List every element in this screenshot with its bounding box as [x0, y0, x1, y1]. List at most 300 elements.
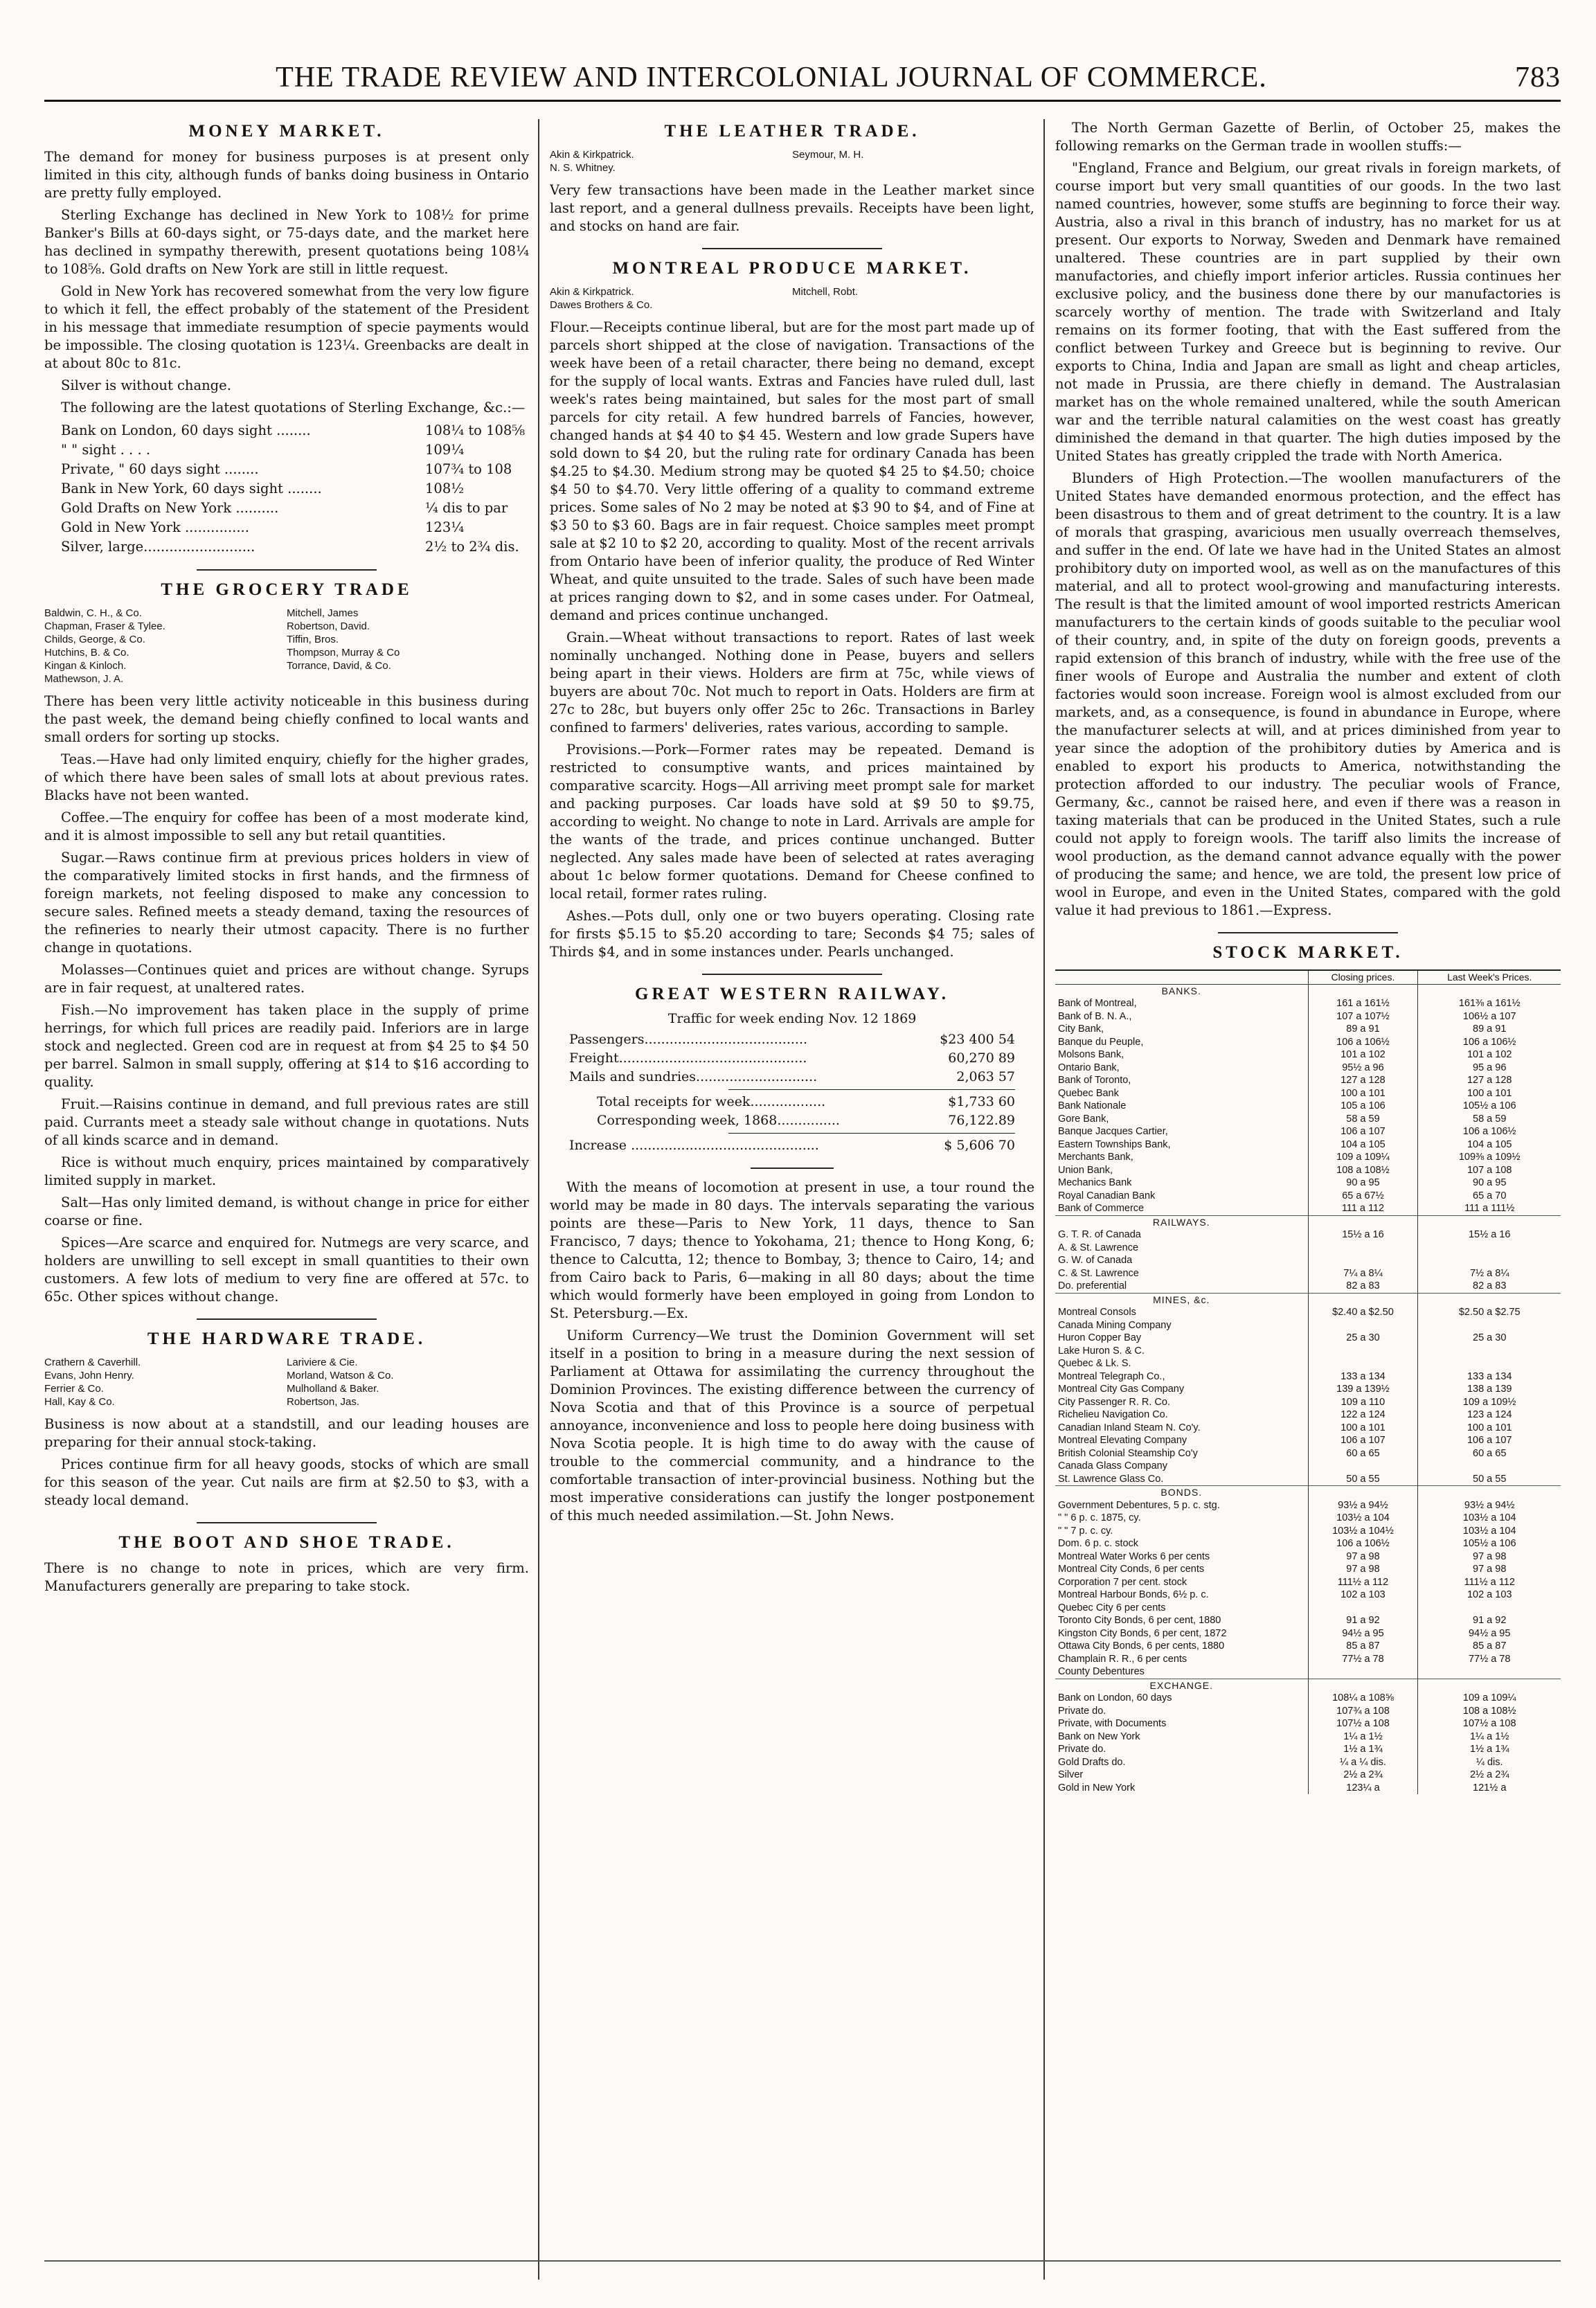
- stock-price: 123 a 124: [1467, 1409, 1512, 1420]
- stock-row: [1055, 1705, 1561, 1718]
- paragraph: Coffee.—The enquiry for coffee has been of a most moderate kind, and it is almost impossible to sell any but retail quantities.: [44, 809, 529, 843]
- stock-price: 106 a 107: [1308, 1125, 1418, 1138]
- stock-name: Silver: [1055, 1769, 1308, 1782]
- stock-row: [1055, 1614, 1561, 1627]
- stock-name: Bank on London, 60 days: [1055, 1692, 1308, 1705]
- stock-category-label: EXCHANGE.: [1055, 1679, 1308, 1692]
- stock-price: 15½ a 16: [1308, 1228, 1418, 1242]
- firm-name: [792, 298, 1034, 312]
- paragraph: The following are the latest quotations of Sterling Exchange, &c.:—: [61, 400, 526, 415]
- stock-price: 111 a 111½: [1464, 1203, 1515, 1214]
- stock-price: 109⅜ a 109½: [1458, 1152, 1521, 1163]
- stock-price: 133 a 134: [1467, 1370, 1512, 1382]
- paragraph: Prices continue firm for all heavy goods, stocks of which are small for this season of the year. Cut nails are firm at $2.50 to $3, with a steady local demand.: [44, 1456, 529, 1508]
- stock-price: 94½ a 95: [1468, 1627, 1511, 1639]
- stock-price: 107¾ a 108: [1308, 1705, 1418, 1718]
- column-1: [44, 119, 529, 2280]
- firm-name: Akin & Kirkpatrick.: [550, 286, 634, 298]
- stock-row: [1055, 1062, 1561, 1075]
- stock-price: 109 a 110: [1308, 1396, 1418, 1409]
- stock-price: [1418, 1357, 1561, 1370]
- quotation-row: " " sight . . . . 109¼: [61, 442, 465, 458]
- paragraph: Blunders of High Protection.—The woollen manufacturers of the United States have demanded enormous protection, and the effect has been disastrous to them and of great detriment to the country. It is a law of morals that grasping, avaricious men usually overreach themselves, and suffer in the end. Of late we have had in the United States an almost prohibitory duty on imported wool, as well as on the manufactures of this material, and all to protect wool-growing and manufacturing interests. The result is that the limited amount of wool imported restricts American manufacturers to the certain kinds of goods suitable to the peculiar wool of their country, and, in spite of the duty on foreign goods, prevents a rapid extension of this branch of industry, while with the free use of the finer wools of Europe and Australia the number and extent of cloth factories would soon increase. Foreign wool is almost excluded from our markets, and, as a consequence, is found in abundance in Europe, where the manufacturer selects at will, and at prices diminished from year to year since the adoption of the prohibitory duties by America and is enabled to export his products to America, notwithstanding the protection afforded to our industry. The peculiar wools of France, Germany, &c., cannot be raised here, and even if there was a reason in taxing materials that can be produced in the United States, such a rule could not apply to foreign wools. The tariff also limits the increase of wool production, as the demand cannot advance equally with the power of producing the same; and hence, we are told, the present low price of wool in Europe, and even in the United States, compared with the gold value it had previous to 1861.—Express.: [1055, 470, 1561, 918]
- stock-name: Montreal City Gas Company: [1055, 1383, 1308, 1396]
- stock-price: 111½ a 112: [1308, 1576, 1418, 1589]
- stock-price: 50 a 55: [1308, 1473, 1418, 1486]
- stock-price: [1308, 1460, 1418, 1473]
- stock-name: Government Debentures, 5 p. c. stg.: [1055, 1499, 1308, 1512]
- stock-row: [1055, 1177, 1561, 1190]
- stock-row: [1055, 1113, 1561, 1126]
- stock-price: [1308, 1665, 1418, 1679]
- stock-category-label: BONDS.: [1055, 1486, 1308, 1499]
- firm-name: Mulholland & Baker.: [287, 1383, 379, 1395]
- firm-name: [287, 672, 529, 686]
- traffic-row: Freight............................................. 60,270 89: [569, 1050, 1015, 1066]
- stock-row: [1055, 1782, 1561, 1795]
- stock-price: [1418, 1602, 1561, 1615]
- stock-price: 65 a 70: [1473, 1190, 1507, 1201]
- stock-price: 105½ a 106: [1462, 1538, 1516, 1549]
- stock-row: [1055, 1396, 1561, 1409]
- section-rule: [702, 248, 882, 249]
- stock-name: St. Lawrence Glass Co.: [1055, 1473, 1308, 1486]
- stock-row: [1055, 1743, 1561, 1756]
- traffic-total: Corresponding week, 1868............... 76,122.89: [597, 1113, 1015, 1128]
- stock-price: 90 a 95: [1308, 1177, 1418, 1190]
- stock-category-label: BANKS.: [1055, 984, 1308, 997]
- firm-name: Baldwin, C. H., & Co.: [44, 607, 142, 619]
- quotation-row: Silver, large.......................... 2½ to 2¾ dis.: [61, 539, 519, 555]
- stock-row: [1055, 1345, 1561, 1358]
- stock-name: Gold in New York: [1055, 1782, 1308, 1795]
- stock-price: 103½ a 104: [1462, 1525, 1516, 1537]
- stock-price: 90 a 95: [1473, 1177, 1507, 1188]
- stock-price: 106 a 106½: [1462, 1126, 1516, 1137]
- stock-price: 108¼ a 108⅝: [1308, 1692, 1418, 1705]
- stock-price: 95 a 96: [1473, 1062, 1507, 1073]
- paragraph: Sterling Exchange has declined in New York to 108½ for prime Banker's Bills at 60-days sight, or 75-days date, and the market here has declined in sympathy therewith, present quotations being 108¼ to 108⅝. Gold drafts on New York are still in little request.: [44, 207, 529, 277]
- stock-price: $2.50 a $2.75: [1458, 1307, 1521, 1318]
- stock-price: 133 a 134: [1308, 1370, 1418, 1384]
- stock-row: [1055, 1576, 1561, 1589]
- money-market-body: [44, 148, 529, 417]
- stock-name: Molsons Bank,: [1055, 1048, 1308, 1062]
- column-rule: [538, 119, 539, 2280]
- quotation-row: Bank in New York, 60 days sight ........ 108½: [61, 481, 465, 497]
- stock-row: [1055, 1074, 1561, 1087]
- stock-row: [1055, 1460, 1561, 1473]
- paragraph: Rice is without much enquiry, prices maintained by comparatively limited supply in market.: [44, 1154, 529, 1188]
- quotation-row: Gold in New York ............... 123¼: [61, 519, 465, 535]
- stock-col-header: Last Week's Prices.: [1418, 970, 1561, 984]
- stock-price: [1308, 1602, 1418, 1615]
- stock-price: 85 a 87: [1308, 1640, 1418, 1653]
- column-3: [1055, 119, 1561, 2280]
- firm-name: Morland, Watson & Co.: [287, 1370, 394, 1381]
- firm-name: Childs, George, & Co.: [44, 634, 145, 645]
- stock-name: Do. preferential: [1055, 1280, 1308, 1293]
- section-rule: [197, 1522, 377, 1523]
- stock-price: 107½ a 108: [1462, 1718, 1516, 1729]
- stock-name: Corporation 7 per cent. stock: [1055, 1576, 1308, 1589]
- great-western-title: GREAT WESTERN RAILWAY.: [635, 985, 949, 1003]
- stock-price: 77½ a 78: [1308, 1653, 1418, 1666]
- stock-price: 97 a 98: [1308, 1563, 1418, 1576]
- firm-name: Thompson, Murray & Co: [287, 647, 400, 659]
- stock-category: [1055, 1215, 1561, 1228]
- stock-price: $2.40 a $2.50: [1308, 1306, 1418, 1319]
- stock-price: [1308, 1242, 1418, 1255]
- stock-name: Gold Drafts do.: [1055, 1756, 1308, 1769]
- stock-name: Canadian Inland Steam N. Co'y.: [1055, 1422, 1308, 1435]
- stock-row: [1055, 1665, 1561, 1679]
- stock-price: 60 a 65: [1308, 1447, 1418, 1460]
- stock-price: 102 a 103: [1308, 1589, 1418, 1602]
- paragraph: Grain.—Wheat without transactions to report. Rates of last week nominally unchanged. Nothing done in Pease, buyers and sellers being apart in their views. Holders are firm at 75c, while views of buyers are about 70c. Not much to report in Oats. Holders are firm at 27c to 28c, but buyers only offer 25c to 26c. Transactions in Barley confined to farmers' deliveries, rates various, according to sample.: [550, 629, 1034, 735]
- paragraph: There has been very little activity noticeable in this business during the past week, the demand being chiefly confined to local wants and small orders for sorting up stocks.: [44, 693, 529, 745]
- paragraph: Gold in New York has recovered somewhat from the very low figure to which it fell, the effect probably of the statement of the President in his message that immediate resumption of specie payments would be impossible. The closing quotation is 123¼. Greenbacks are dealt in at about 80c to 81c.: [44, 283, 529, 371]
- stock-price: 97 a 98: [1473, 1550, 1507, 1562]
- stock-category: [1055, 1293, 1561, 1306]
- stock-name: Union Bank,: [1055, 1164, 1308, 1177]
- stock-name: Merchants Bank,: [1055, 1151, 1308, 1164]
- stock-price: 82 a 83: [1308, 1280, 1418, 1293]
- traffic-subtitle: Traffic for week ending Nov. 12 1869: [667, 1011, 917, 1026]
- firm-name: Robertson, David.: [287, 620, 370, 632]
- column-2: [550, 119, 1034, 2280]
- stock-name: Montreal Harbour Bonds, 6½ p. c.: [1055, 1589, 1308, 1602]
- firm-name: [792, 161, 1034, 175]
- stock-name: Bank on New York: [1055, 1730, 1308, 1744]
- stock-price: 1½ a 1¾: [1308, 1743, 1418, 1756]
- stock-price: 127 a 128: [1467, 1075, 1512, 1086]
- stock-price: [1418, 1254, 1561, 1267]
- stock-row: [1055, 1164, 1561, 1177]
- stock-row: [1055, 1370, 1561, 1384]
- stock-name: Toronto City Bonds, 6 per cent, 1880: [1055, 1614, 1308, 1627]
- stock-row: [1055, 1319, 1561, 1332]
- traffic-total: Total receipts for week.................. $1,733 60: [597, 1094, 1015, 1109]
- hardware-trade-body: [44, 1415, 529, 1510]
- stock-row: [1055, 1306, 1561, 1319]
- stock-row: [1055, 1627, 1561, 1640]
- stock-row: [1055, 1267, 1561, 1280]
- stock-name: Kingston City Bonds, 6 per cent, 1872: [1055, 1627, 1308, 1640]
- stock-name: " " 6 p. c. 1875, cy.: [1055, 1512, 1308, 1525]
- boot-shoe-trade-body: [44, 1559, 529, 1595]
- quotation-row: Gold Drafts on New York .......... ¼ dis to par: [61, 500, 508, 516]
- stock-price: 95½ a 96: [1308, 1062, 1418, 1075]
- stock-table: [1055, 969, 1561, 1794]
- stock-row: [1055, 1422, 1561, 1435]
- stock-name: C. & St. Lawrence: [1055, 1267, 1308, 1280]
- stock-price: 1¼ a 1½: [1308, 1730, 1418, 1744]
- paragraph: There is no change to note in prices, which are very firm. Manufacturers generally are preparing to take stock.: [44, 1560, 529, 1594]
- paragraph: With the means of locomotion at present in use, a tour round the world may be made in 80 days. The intervals separating the various points are these—Paris to New York, 11 days, thence to San Francisco, 7 days; thence to Yokohama, 21; thence to Hong Kong, 6; thence to Calcutta, 12; thence to Bombay, 3; thence to Cairo, 14; and from Cairo back to Paris, 6—making in all 80 days; about the time which would formerly have been employed in going from London to St. Petersburg.—Ex.: [550, 1179, 1034, 1321]
- page-number: 783: [1515, 62, 1561, 93]
- stock-row: [1055, 1525, 1561, 1538]
- stock-row: [1055, 1769, 1561, 1782]
- stock-price: 89 a 91: [1308, 1023, 1418, 1036]
- stock-price: [1418, 1319, 1561, 1332]
- firm-name: Lariviere & Cie.: [287, 1357, 358, 1368]
- paragraph: Sugar.—Raws continue firm at previous prices holders in view of the comparatively limited stocks in first hands, and the firmness of foreign markets, not feeling disposed to make any concession to secure sales. Refined meets a steady demand, taxing the resources of the refineries to nearly their utmost capacity. There is no further change in quotations.: [44, 850, 529, 956]
- columns: [44, 119, 1561, 2280]
- stock-price: 103½ a 104½: [1308, 1525, 1418, 1538]
- stock-price: 161 a 161½: [1308, 997, 1418, 1010]
- stock-name: Private do.: [1055, 1705, 1308, 1718]
- stock-price: 161⅜ a 161½: [1458, 998, 1521, 1009]
- stock-name: Bank of Toronto,: [1055, 1074, 1308, 1087]
- stock-price: 25 a 30: [1308, 1332, 1418, 1345]
- stock-price: 111 a 112: [1308, 1202, 1418, 1215]
- stock-name: A. & St. Lawrence: [1055, 1242, 1308, 1255]
- stock-name: Royal Canadian Bank: [1055, 1190, 1308, 1203]
- stock-row: [1055, 1602, 1561, 1615]
- stock-price: 77½ a 78: [1468, 1653, 1511, 1665]
- paragraph: Fruit.—Raisins continue in demand, and full previous rates are still paid. Currants meet a steady sale without change in quotations. Nuts of all kinds scarce and in demand.: [44, 1096, 529, 1148]
- stock-price: 106 a 106½: [1308, 1036, 1418, 1049]
- paragraph: Uniform Currency—We trust the Dominion Government will set itself in a position to bring in a measure during the next session of Parliament at Ottawa for assimilating the currency throughout the Dominion Provinces. The existing difference between the currency of Nova Scotia and that of this Province is a source of perpetual annoyance, inconvenience and loss to people here doing business with Nova Scotia people. It is high time to do away with the cause of trouble to the commercial community, and a hindrance to the comfortable transaction of inter-provincial business. Nothing but the most imperative considerations can justify the longer postponement of this much needed assimilation.—St. John News.: [550, 1327, 1034, 1523]
- hardware-firms: [44, 1356, 529, 1408]
- stock-price: 106 a 107: [1308, 1434, 1418, 1447]
- firm-name: Chapman, Fraser & Tylee.: [44, 620, 165, 632]
- stock-price: 100 a 101: [1467, 1422, 1512, 1433]
- stock-row: [1055, 1640, 1561, 1653]
- stock-price: 106 a 106½: [1462, 1036, 1516, 1048]
- stock-name: Private, with Documents: [1055, 1717, 1308, 1730]
- stock-category: [1055, 984, 1561, 997]
- stock-price: 85 a 87: [1473, 1640, 1507, 1652]
- stock-row: [1055, 1023, 1561, 1036]
- stock-price: [1308, 1254, 1418, 1267]
- stock-row: [1055, 1512, 1561, 1525]
- stock-name: Quebec City 6 per cents: [1055, 1602, 1308, 1615]
- traffic-row: Passengers....................................... $23 400 54: [569, 1032, 1015, 1047]
- stock-category: [1055, 1486, 1561, 1499]
- stock-row: [1055, 1048, 1561, 1062]
- stock-row: [1055, 1537, 1561, 1550]
- stock-name: Montreal Consols: [1055, 1306, 1308, 1319]
- stock-price: 108 a 108½: [1462, 1705, 1516, 1717]
- hardware-trade-title: THE HARDWARE TRADE.: [147, 1330, 427, 1348]
- paragraph: Flour.—Receipts continue liberal, but are for the most part made up of parcels short shipped at the close of navigation. Transactions of the week have been of a retail character, there being no demand, except for the supply of local wants. Extras and Fancies have ruled dull, last week's rates being maintained, but sales for the most part of small parcels for city retail. A few hundred barrels of Fancies, however, changed hands at $4 40 to $4 45. Western and low grade Supers have sold down to $4 20, but the ruling rate for ordinary Canada has been $4.25 to $4.30. Medium strong may be quoted $4 25 to $4.50; choice $4 50 to $4.70. Very little offering of a quality to command extreme prices. Some sales of No 2 may be noted at $3 90 to $4, and of Fine at $3 50 to $3 60. Bags are in fair request. Choice samples meet prompt sale at $2 10 to $2 20, according to quality. Most of the recent arrivals from Ontario have been of inferior quality, the produce of Red Winter Wheat, and quite unsuited to the trade. Sales of such have been made at prices ranging down to $2, and in some cases under. For Oatmeal, demand and prices continue unchanged.: [550, 319, 1034, 623]
- section-rule: [197, 1318, 377, 1320]
- firm-name: Tiffin, Bros.: [287, 634, 339, 645]
- stock-price: [1308, 1345, 1418, 1358]
- stock-price: 107 a 108: [1467, 1164, 1512, 1176]
- stock-price: 103½ a 104: [1462, 1512, 1516, 1523]
- stock-price: 89 a 91: [1473, 1023, 1507, 1035]
- money-market-title: MONEY MARKET.: [188, 122, 385, 141]
- stock-row: [1055, 1010, 1561, 1023]
- stock-price: 138 a 139: [1467, 1384, 1512, 1395]
- stock-price: 93½ a 94½: [1308, 1499, 1418, 1512]
- stock-col-header: Closing prices.: [1308, 970, 1418, 984]
- firm-name: Robertson, Jas.: [287, 1396, 360, 1408]
- stock-price: 101 a 102: [1467, 1049, 1512, 1060]
- quotation-row: Bank on London, 60 days sight ........ 108¼ to 108⅝: [61, 422, 526, 438]
- bottom-rule: [44, 2260, 1561, 2262]
- stock-price: 106 a 106½: [1308, 1537, 1418, 1550]
- stock-price: 106 a 107: [1467, 1435, 1512, 1446]
- stock-name: Montreal Water Works 6 per cents: [1055, 1550, 1308, 1564]
- stock-price: 109 a 109¼: [1462, 1692, 1516, 1703]
- paragraph: "England, France and Belgium, our great rivals in foreign markets, of course import but very small quantities of our goods. In the two last named countries, however, some stuffs are beginning to force their way. Austria, also a rival in this branch of industry, has no market for us at present. Our exports to Norway, Sweden and Denmark have remained unaltered. These countries are in part supplied by their own manufactories, and chiefly import inferior articles. Russia continues her exclusive policy, and the business done there by our manufactories is scarcely worthy of mention. The trade with Switzerland and Italy remains on its former footing, that with the East suffered from the conflict between Turkey and Greece but is beginning to revive. Our exports to China, India and Japan are small as light and cheap articles, not made in Prussia, are there chiefly in demand. The Australasian market has on the whole remained unaltered, while the south American war and the terrible natural calamities on the west coast has greatly diminished the demand in that quarter. The high duties imposed by the United States has greatly crippled the trade with North America.: [1055, 160, 1561, 464]
- section-rule: [702, 974, 882, 975]
- stock-name: Bank Nationale: [1055, 1100, 1308, 1113]
- stock-price: 109 a 109½: [1462, 1396, 1516, 1408]
- stock-col-header: [1055, 970, 1308, 984]
- stock-row: [1055, 1036, 1561, 1049]
- stock-price: 82 a 83: [1473, 1280, 1507, 1291]
- stock-name: Private do.: [1055, 1743, 1308, 1756]
- section-rule: [197, 569, 377, 571]
- boot-shoe-trade-title: THE BOOT AND SHOE TRADE.: [118, 1533, 455, 1552]
- stock-name: Eastern Townships Bank,: [1055, 1138, 1308, 1152]
- stock-name: G. W. of Canada: [1055, 1254, 1308, 1267]
- paragraph: Fish.—No improvement has taken place in the supply of prime herrings, for which full prices are readily paid. Inferiors are in large stock and neglected. Green cod are in request at from $4 25 to $4 50 per barrel. Salmon in small supply, offering at $14 to $16 according to quality.: [44, 1002, 529, 1090]
- stock-name: City Bank,: [1055, 1023, 1308, 1036]
- paragraph: Teas.—Have had only limited enquiry, chiefly for the higher grades, of which there have been sales of small lots at about previous rates. Blacks have not been wanted.: [44, 751, 529, 803]
- stock-price: ¼ dis.: [1476, 1756, 1503, 1768]
- stock-price: 103½ a 104: [1308, 1512, 1418, 1525]
- paragraph: Business is now about at a standstill, and our leading houses are preparing for their annual stock-taking.: [44, 1416, 529, 1450]
- stock-row: [1055, 1125, 1561, 1138]
- stock-row: [1055, 1383, 1561, 1396]
- traffic-row: Mails and sundries............................. 2,063 57: [569, 1069, 1015, 1084]
- stock-price: 58 a 59: [1473, 1113, 1507, 1125]
- stock-price: 2½ a 2¾: [1469, 1769, 1509, 1780]
- stock-price: 7½ a 8¼: [1469, 1267, 1509, 1279]
- leather-trade-body: [550, 181, 1034, 235]
- traffic-increase: Increase ............................................. $ 5,606 70: [569, 1138, 1015, 1153]
- stock-row: [1055, 1434, 1561, 1447]
- stock-price: 97 a 98: [1473, 1564, 1507, 1575]
- stock-row: [1055, 1151, 1561, 1164]
- paragraph: Silver is without change.: [61, 377, 231, 393]
- stock-price: 15½ a 16: [1468, 1229, 1511, 1240]
- stock-price: 127 a 128: [1308, 1074, 1418, 1087]
- firm-name: Evans, John Henry.: [44, 1370, 134, 1381]
- stock-price: 50 a 55: [1473, 1473, 1507, 1485]
- stock-row: [1055, 1473, 1561, 1486]
- stock-row: [1055, 1408, 1561, 1422]
- stock-row: [1055, 1332, 1561, 1345]
- firm-name: Mathewson, J. A.: [44, 673, 124, 685]
- stock-name: Champlain R. R., 6 per cents: [1055, 1653, 1308, 1666]
- stock-price: 1¼ a 1½: [1469, 1730, 1509, 1742]
- firm-name: Akin & Kirkpatrick.: [550, 149, 634, 161]
- stock-name: County Debentures: [1055, 1665, 1308, 1679]
- stock-name: Banque Jacques Cartier,: [1055, 1125, 1308, 1138]
- stock-price: 104 a 105: [1467, 1138, 1512, 1150]
- stock-row: [1055, 1242, 1561, 1255]
- stock-price: 97 a 98: [1308, 1550, 1418, 1564]
- stock-price: 2½ a 2¾: [1308, 1769, 1418, 1782]
- stock-row: [1055, 1357, 1561, 1370]
- stock-category-label: RAILWAYS.: [1055, 1215, 1308, 1228]
- section-rule: [1218, 932, 1398, 933]
- stock-name: G. T. R. of Canada: [1055, 1228, 1308, 1242]
- stock-price: 104 a 105: [1308, 1138, 1418, 1152]
- stock-name: " " 7 p. c. cy.: [1055, 1525, 1308, 1538]
- firm-name: Seymour, M. H.: [792, 149, 864, 161]
- stock-name: Montreal Telegraph Co.,: [1055, 1370, 1308, 1384]
- stock-name: Ontario Bank,: [1055, 1062, 1308, 1075]
- firm-name: Hall, Kay & Co.: [44, 1396, 115, 1408]
- paragraph: Ashes.—Pots dull, only one or two buyers operating. Closing rate for firsts $5.15 to $5.20 according to tare; Seconds $4 75; sales of Thirds $4, and in some instances under. Pearls unchanged.: [550, 908, 1034, 960]
- paragraph: Salt—Has only limited demand, is without change in price for either coarse or fine.: [44, 1195, 529, 1228]
- stock-price: 123¼ a: [1308, 1782, 1418, 1795]
- stock-price: 111½ a 112: [1464, 1576, 1515, 1588]
- stock-name: Lake Huron S. & C.: [1055, 1345, 1308, 1358]
- stock-name: Bank of Montreal,: [1055, 997, 1308, 1010]
- firm-name: Crathern & Caverhill.: [44, 1357, 141, 1368]
- stock-price: 107 a 107½: [1308, 1010, 1418, 1023]
- stock-price: 108 a 108½: [1308, 1164, 1418, 1177]
- stock-price: [1418, 1345, 1561, 1358]
- stock-name: Huron Copper Bay: [1055, 1332, 1308, 1345]
- stock-price: 93½ a 94½: [1464, 1499, 1515, 1511]
- stock-market-title: STOCK MARKET.: [1212, 943, 1404, 962]
- stock-price: 122 a 124: [1308, 1408, 1418, 1422]
- firm-name: Torrance, David, & Co.: [287, 660, 391, 672]
- stock-row: [1055, 1730, 1561, 1744]
- stock-row: [1055, 997, 1561, 1010]
- stock-price: 107½ a 108: [1308, 1717, 1418, 1730]
- firm-name: Mitchell, Robt.: [792, 286, 859, 298]
- grocery-trade-body: [44, 692, 529, 1306]
- stock-row: [1055, 1100, 1561, 1113]
- stock-row: [1055, 1138, 1561, 1152]
- column-2-notes: [550, 1179, 1034, 1525]
- stock-name: British Colonial Steamship Co'y: [1055, 1447, 1308, 1460]
- stock-name: Mechanics Bank: [1055, 1177, 1308, 1190]
- stock-price: 139 a 139½: [1308, 1383, 1418, 1396]
- firm-name: Hutchins, B. & Co.: [44, 647, 129, 659]
- stock-row: [1055, 1228, 1561, 1242]
- stock-name: Ottawa City Bonds, 6 per cents, 1880: [1055, 1640, 1308, 1653]
- stock-row: [1055, 1087, 1561, 1100]
- stock-price: 65 a 67½: [1308, 1190, 1418, 1203]
- stock-name: Richelieu Navigation Co.: [1055, 1408, 1308, 1422]
- stock-price: 1½ a 1¾: [1469, 1744, 1509, 1755]
- stock-price: 121½ a: [1473, 1782, 1507, 1793]
- produce-market-body: [550, 319, 1034, 961]
- stock-price: 91 a 92: [1308, 1614, 1418, 1627]
- stock-name: Bank of B. N. A.,: [1055, 1010, 1308, 1023]
- stock-price: [1418, 1242, 1561, 1255]
- stock-price: 100 a 101: [1308, 1422, 1418, 1435]
- stock-name: Gore Bank,: [1055, 1113, 1308, 1126]
- stock-name: Dom. 6 p. c. stock: [1055, 1537, 1308, 1550]
- stock-price: 109 a 109¼: [1308, 1151, 1418, 1164]
- stock-price: 105½ a 106: [1462, 1100, 1516, 1111]
- stock-price: [1418, 1460, 1561, 1473]
- grocery-trade-title: THE GROCERY TRADE: [161, 580, 413, 599]
- stock-price: 100 a 101: [1308, 1087, 1418, 1100]
- stock-row: [1055, 1692, 1561, 1705]
- stock-name: Canada Glass Company: [1055, 1460, 1308, 1473]
- stock-row: [1055, 1550, 1561, 1564]
- stock-price: 105 a 106: [1308, 1100, 1418, 1113]
- stock-row: [1055, 1499, 1561, 1512]
- stock-price: 100 a 101: [1467, 1087, 1512, 1099]
- stock-price: [1308, 1357, 1418, 1370]
- stock-row: [1055, 1447, 1561, 1460]
